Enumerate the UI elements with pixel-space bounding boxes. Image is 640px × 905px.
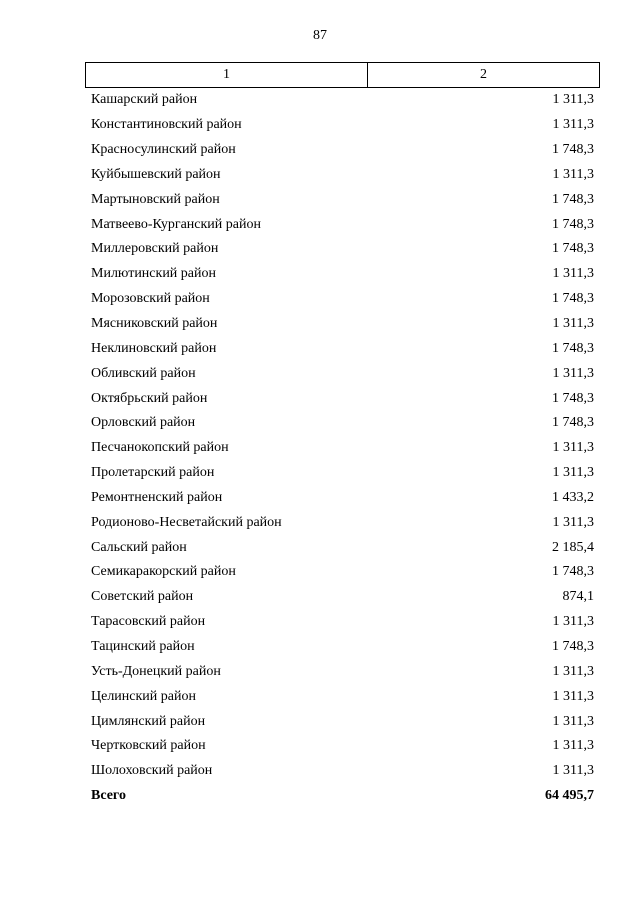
district-value: 1 748,3 [552, 638, 594, 654]
district-value: 1 311,3 [552, 465, 594, 481]
district-value: 1 311,3 [552, 738, 594, 754]
district-value: 1 748,3 [552, 390, 594, 406]
table-header [85, 62, 600, 88]
table-row [85, 287, 600, 312]
table-row [85, 684, 600, 709]
table-row [85, 659, 600, 684]
table-row [85, 436, 600, 461]
district-name: Сальский район [91, 539, 187, 555]
district-name: Тарасовский район [91, 614, 206, 630]
district-name: Куйбышевский район [91, 166, 221, 182]
district-name: Шолоховский район [91, 763, 213, 779]
district-name: Тацинский район [91, 638, 195, 654]
district-name: Родионово-Несветайский район [91, 514, 282, 530]
district-value: 1 748,3 [552, 415, 594, 431]
table-row [85, 411, 600, 436]
table-row [85, 610, 600, 635]
table-row [85, 113, 600, 138]
column-header-1: 1 [86, 63, 368, 88]
table-row [85, 461, 600, 486]
district-value: 1 748,3 [552, 564, 594, 580]
table-row [85, 212, 600, 237]
district-name: Матвеево-Курганский район [91, 216, 261, 232]
page-number: 87 [313, 28, 327, 43]
district-name: Пролетарский район [91, 465, 215, 481]
table-row [85, 560, 600, 585]
district-value: 1 748,3 [552, 291, 594, 307]
district-name: Целинский район [91, 688, 196, 704]
table-row [85, 510, 600, 535]
district-name: Усть-Донецкий район [91, 663, 221, 679]
district-value: 1 748,3 [552, 216, 594, 232]
district-value: 1 311,3 [552, 663, 594, 679]
district-value: 1 311,3 [552, 688, 594, 704]
table-row [85, 386, 600, 411]
district-value: 1 748,3 [552, 340, 594, 356]
district-value: 1 311,3 [552, 117, 594, 133]
district-name: Орловский район [91, 415, 196, 431]
table-row [85, 138, 600, 163]
column-header-2: 2 [368, 63, 600, 88]
table-row [85, 709, 600, 734]
district-name: Кашарский район [91, 92, 198, 108]
table-row [85, 759, 600, 784]
district-name: Морозовский район [91, 291, 210, 307]
district-value: 1 748,3 [552, 241, 594, 257]
table-row [85, 361, 600, 386]
district-name: Милютинский район [91, 266, 217, 282]
table-row [85, 585, 600, 610]
district-name: Цимлянский район [91, 713, 206, 729]
district-value: 1 311,3 [552, 166, 594, 182]
district-value: 1 748,3 [552, 142, 594, 158]
total-value: 64 495,7 [545, 788, 594, 804]
district-value: 1 311,3 [552, 713, 594, 729]
district-name: Семикаракорский район [91, 564, 236, 580]
table-row [85, 312, 600, 337]
table-body [85, 88, 600, 808]
district-name: Мясниковский район [91, 316, 218, 332]
district-value: 874,1 [562, 589, 594, 605]
table-row [85, 88, 600, 113]
table-row [85, 535, 600, 560]
district-name: Песчанокопский район [91, 440, 229, 456]
district-value: 2 185,4 [552, 539, 594, 555]
district-value: 1 311,3 [552, 92, 594, 108]
district-name: Константиновский район [91, 117, 242, 133]
district-name: Красносулинский район [91, 142, 236, 158]
table-row [85, 486, 600, 511]
district-name: Чертковский район [91, 738, 206, 754]
table-row [85, 734, 600, 759]
district-name: Мартыновский район [91, 191, 220, 207]
district-name: Миллеровский район [91, 241, 219, 257]
district-name: Октябрьский район [91, 390, 208, 406]
total-label: Всего [91, 788, 126, 804]
district-value: 1 748,3 [552, 191, 594, 207]
district-value: 1 311,3 [552, 614, 594, 630]
total-row [85, 784, 600, 809]
district-value: 1 311,3 [552, 316, 594, 332]
table-row [85, 336, 600, 361]
district-value: 1 311,3 [552, 440, 594, 456]
district-value: 1 311,3 [552, 266, 594, 282]
table-row [85, 237, 600, 262]
district-value: 1 311,3 [552, 365, 594, 381]
table-row [85, 187, 600, 212]
table-row [85, 635, 600, 660]
district-value: 1 433,2 [552, 489, 594, 505]
district-name: Обливский район [91, 365, 196, 381]
district-name: Советский район [91, 589, 194, 605]
district-name: Ремонтненский район [91, 489, 223, 505]
district-name: Неклиновский район [91, 340, 217, 356]
district-value: 1 311,3 [552, 514, 594, 530]
table-row [85, 163, 600, 188]
table-row [85, 262, 600, 287]
district-value: 1 311,3 [552, 763, 594, 779]
